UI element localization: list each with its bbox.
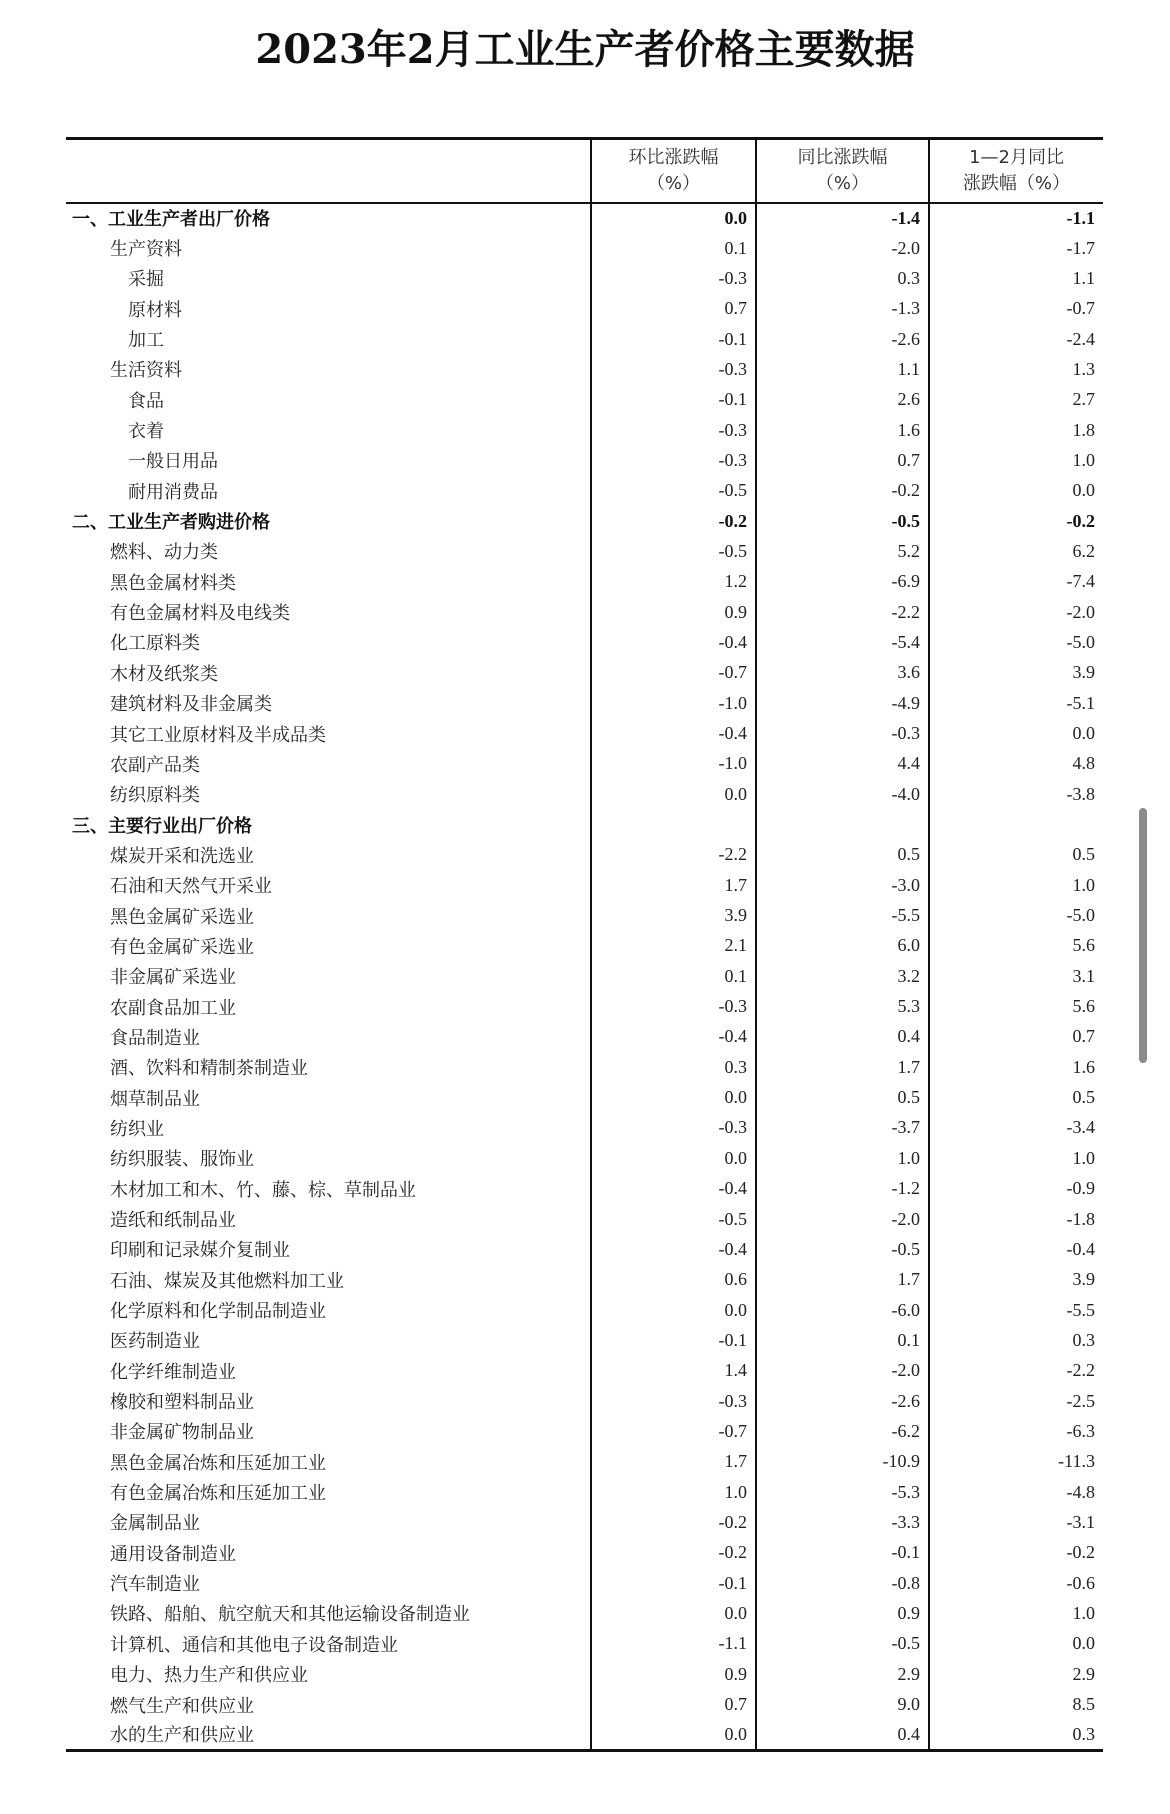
row-label: 黑色金属材料类 [110,572,236,594]
row-yoy-value: 3.6 [756,658,929,688]
price-data-table [66,137,1103,1752]
row-label: 石油和天然气开采业 [110,876,272,898]
row-ytd-value: 1.0 [929,445,1103,475]
row-ytd-value: 3.1 [929,961,1103,991]
table-row [66,1629,1103,1659]
header-yoy [756,139,929,203]
row-mom-value: 1.7 [591,870,756,900]
row-label: 三、主要行业出厂价格 [72,815,252,837]
row-mom-value [591,809,756,839]
row-ytd-value: -0.4 [929,1234,1103,1264]
row-yoy-value: 0.4 [756,1720,929,1750]
row-label: 二、工业生产者购进价格 [72,512,270,534]
row-label: 铁路、船舶、航空航天和其他运输设备制造业 [110,1604,470,1626]
row-label: 黑色金属矿采选业 [110,906,254,928]
row-label: 计算机、通信和其他电子设备制造业 [110,1634,398,1656]
row-mom-value: 0.0 [591,1295,756,1325]
row-yoy-value: 0.9 [756,1598,929,1628]
row-label: 食品 [128,390,164,412]
header-item-column [66,139,591,203]
row-label: 有色金属材料及电线类 [110,603,290,625]
table-row [66,294,1103,324]
row-mom-value: 0.9 [591,597,756,627]
row-yoy-value: -4.9 [756,688,929,718]
row-mom-value: -0.2 [591,1507,756,1537]
row-yoy-value: 3.2 [756,961,929,991]
row-label: 水的生产和供应业 [66,1720,591,1750]
row-mom-value: 1.0 [591,1477,756,1507]
row-mom-value: -0.2 [591,506,756,536]
table-row [66,506,1103,536]
row-label: 化学纤维制造业 [110,1361,236,1383]
row-ytd-value: -2.4 [929,324,1103,354]
table-row [66,779,1103,809]
table-row [66,536,1103,566]
row-mom-value: 1.2 [591,567,756,597]
vertical-scrollbar-thumb[interactable] [1139,808,1147,1063]
row-label: 一般日用品 [128,451,218,473]
row-mom-value: -2.2 [591,840,756,870]
table-row [66,688,1103,718]
row-label: 农副食品加工业 [110,997,236,1019]
table-row [66,1689,1103,1719]
table-row [66,233,1103,263]
table-row [66,597,1103,627]
table-row [66,1022,1103,1052]
row-mom-value: -0.5 [591,476,756,506]
row-mom-value: 0.0 [591,1143,756,1173]
row-mom-value: 0.0 [591,1598,756,1628]
row-yoy-value: -1.2 [756,1174,929,1204]
row-ytd-value: 0.7 [929,1022,1103,1052]
row-label: 有色金属冶炼和压延加工业 [110,1483,326,1505]
row-label: 酒、饮料和精制茶制造业 [110,1058,308,1080]
row-yoy-value: -0.5 [756,506,929,536]
table-row [66,1659,1103,1689]
row-ytd-value: -2.5 [929,1386,1103,1416]
row-label: 燃气生产和供应业 [110,1695,254,1717]
row-ytd-value: 2.7 [929,385,1103,415]
row-yoy-value: 2.9 [756,1659,929,1689]
row-ytd-value [929,809,1103,839]
table-row [66,658,1103,688]
table-row [66,1568,1103,1598]
table-row [66,749,1103,779]
row-label: 纺织业 [110,1118,164,1140]
row-label: 烟草制品业 [110,1088,200,1110]
table-row [66,1507,1103,1537]
row-mom-value: -1.0 [591,749,756,779]
row-ytd-value: -3.8 [929,779,1103,809]
row-yoy-value: -0.2 [756,476,929,506]
table-row [66,1598,1103,1628]
table-row [66,1325,1103,1355]
row-ytd-value: 0.3 [929,1325,1103,1355]
row-mom-value: -0.1 [591,1325,756,1355]
row-yoy-value: -5.3 [756,1477,929,1507]
row-label: 煤炭开采和洗选业 [110,845,254,867]
row-label: 纺织原料类 [110,785,200,807]
row-mom-value: -0.3 [591,1113,756,1143]
row-yoy-value: -0.1 [756,1538,929,1568]
row-label: 印刷和记录媒介复制业 [110,1240,290,1262]
row-ytd-value: 6.2 [929,536,1103,566]
header-mom-line1: 环比涨跌幅 [628,146,719,168]
row-yoy-value: 0.7 [756,445,929,475]
table-row [66,1113,1103,1143]
row-label: 农副产品类 [110,754,200,776]
row-ytd-value: -0.7 [929,294,1103,324]
table-row [66,1416,1103,1446]
row-yoy-value: -3.3 [756,1507,929,1537]
row-label: 衣着 [128,421,164,443]
row-mom-value: 3.9 [591,900,756,930]
row-yoy-value: -10.9 [756,1447,929,1477]
row-ytd-value: 3.9 [929,1265,1103,1295]
row-ytd-value: -6.3 [929,1416,1103,1446]
row-yoy-value: 0.1 [756,1325,929,1355]
row-mom-value: 1.7 [591,1447,756,1477]
row-mom-value: -0.4 [591,627,756,657]
row-yoy-value: -0.5 [756,1629,929,1659]
row-mom-value: -0.4 [591,718,756,748]
row-yoy-value [756,809,929,839]
row-mom-value: -0.1 [591,324,756,354]
row-mom-value: 2.1 [591,931,756,961]
table-row [66,354,1103,384]
row-ytd-value: 1.0 [929,1598,1103,1628]
row-ytd-value: -0.2 [929,1538,1103,1568]
row-label: 黑色金属冶炼和压延加工业 [110,1452,326,1474]
row-yoy-value: -0.5 [756,1234,929,1264]
row-yoy-value: -2.0 [756,1356,929,1386]
row-label: 木材加工和木、竹、藤、棕、草制品业 [110,1179,416,1201]
table-row [66,1174,1103,1204]
row-label: 一、工业生产者出厂价格 [72,209,270,231]
row-yoy-value: -2.2 [756,597,929,627]
header-ytd-line1: 1—2月同比 [969,146,1064,168]
row-mom-value: 0.0 [591,779,756,809]
row-mom-value: -1.1 [591,1629,756,1659]
row-mom-value: 1.4 [591,1356,756,1386]
row-ytd-value: -4.8 [929,1477,1103,1507]
row-ytd-value: 8.5 [929,1689,1103,1719]
row-mom-value: 0.3 [591,1052,756,1082]
table-row [66,809,1103,839]
row-ytd-value: 1.0 [929,870,1103,900]
row-yoy-value: -2.6 [756,1386,929,1416]
row-label: 木材及纸浆类 [110,663,218,685]
row-ytd-value: -0.2 [929,506,1103,536]
row-yoy-value: 5.2 [756,536,929,566]
header-yoy-line1: 同比涨跌幅 [797,146,888,168]
table-row [66,900,1103,930]
row-yoy-value: -1.3 [756,294,929,324]
row-mom-value: 0.1 [591,961,756,991]
row-yoy-value: 0.5 [756,840,929,870]
row-label: 纺织服装、服饰业 [110,1149,254,1171]
row-ytd-value: 3.9 [929,658,1103,688]
row-yoy-value: -5.5 [756,900,929,930]
row-ytd-value: 1.0 [929,1143,1103,1173]
row-ytd-value: -0.9 [929,1174,1103,1204]
row-mom-value: 0.7 [591,294,756,324]
row-ytd-value: 0.3 [929,1720,1103,1750]
header-mom [591,139,756,203]
row-ytd-value: -0.6 [929,1568,1103,1598]
row-yoy-value: 0.5 [756,1082,929,1112]
row-yoy-value: -3.0 [756,870,929,900]
header-ytd-line2: 涨跌幅（%） [962,172,1071,194]
row-label: 通用设备制造业 [110,1543,236,1565]
table-row [66,1356,1103,1386]
row-yoy-value: -0.3 [756,718,929,748]
row-label: 有色金属矿采选业 [110,936,254,958]
header-mom-line2: （%） [646,172,701,194]
row-mom-value: -0.7 [591,1416,756,1446]
row-label: 燃料、动力类 [110,542,218,564]
table-row [66,203,1103,233]
table-row [66,415,1103,445]
row-mom-value: 0.0 [591,1082,756,1112]
row-ytd-value: 0.5 [929,1082,1103,1112]
row-mom-value: -0.4 [591,1174,756,1204]
row-label: 橡胶和塑料制品业 [110,1392,254,1414]
table-row [66,870,1103,900]
table-row [66,445,1103,475]
row-yoy-value: -6.0 [756,1295,929,1325]
row-label: 生活资料 [110,360,182,382]
row-ytd-value: -2.2 [929,1356,1103,1386]
row-yoy-value: -4.0 [756,779,929,809]
table-row [66,718,1103,748]
row-yoy-value: 1.6 [756,415,929,445]
row-mom-value: -0.3 [591,263,756,293]
row-yoy-value: 6.0 [756,931,929,961]
row-ytd-value: -5.0 [929,900,1103,930]
table-row [66,1143,1103,1173]
row-label: 造纸和纸制品业 [110,1210,236,1232]
row-yoy-value: -3.7 [756,1113,929,1143]
row-mom-value: -0.2 [591,1538,756,1568]
row-ytd-value: 1.3 [929,354,1103,384]
row-ytd-value: 0.0 [929,476,1103,506]
table-row [66,840,1103,870]
table-row [66,567,1103,597]
row-mom-value: -0.4 [591,1022,756,1052]
table-row [66,1234,1103,1264]
table-row [66,1204,1103,1234]
row-mom-value: 0.0 [591,203,756,233]
table-row [66,627,1103,657]
table-row [66,385,1103,415]
row-mom-value: 0.1 [591,233,756,263]
row-yoy-value: 1.0 [756,1143,929,1173]
row-label: 生产资料 [110,239,182,261]
row-ytd-value: -3.4 [929,1113,1103,1143]
row-label: 加工 [128,330,164,352]
table-row [66,1538,1103,1568]
row-yoy-value: 0.3 [756,263,929,293]
row-yoy-value: -2.6 [756,324,929,354]
row-label: 其它工业原材料及半成品类 [110,724,326,746]
row-label: 耐用消费品 [128,481,218,503]
row-yoy-value: 4.4 [756,749,929,779]
row-label: 化工原料类 [110,633,200,655]
row-yoy-value: -5.4 [756,627,929,657]
row-ytd-value: 5.6 [929,931,1103,961]
row-mom-value: -0.4 [591,1234,756,1264]
row-ytd-value: -11.3 [929,1447,1103,1477]
row-label: 建筑材料及非金属类 [110,694,272,716]
row-mom-value: -0.1 [591,1568,756,1598]
row-mom-value: -0.3 [591,445,756,475]
row-ytd-value: 5.6 [929,991,1103,1021]
row-ytd-value: -2.0 [929,597,1103,627]
row-yoy-value: 9.0 [756,1689,929,1719]
row-mom-value: 0.6 [591,1265,756,1295]
row-yoy-value: 1.1 [756,354,929,384]
row-yoy-value: 1.7 [756,1265,929,1295]
table-row [66,931,1103,961]
table-row [66,961,1103,991]
row-label: 非金属矿采选业 [110,967,236,989]
table-row [66,324,1103,354]
row-mom-value: -0.1 [591,385,756,415]
table-row [66,991,1103,1021]
table-row [66,1477,1103,1507]
row-yoy-value: -6.2 [756,1416,929,1446]
table-row [66,263,1103,293]
row-mom-value: -0.3 [591,415,756,445]
table-row [66,1447,1103,1477]
row-ytd-value: 4.8 [929,749,1103,779]
table-row [66,1265,1103,1295]
row-ytd-value: 2.9 [929,1659,1103,1689]
row-ytd-value: 1.6 [929,1052,1103,1082]
row-yoy-value: -1.4 [756,203,929,233]
row-ytd-value: -5.0 [929,627,1103,657]
table-body [66,203,1103,1751]
row-yoy-value: -2.0 [756,1204,929,1234]
row-yoy-value: 5.3 [756,991,929,1021]
row-yoy-value: -2.0 [756,233,929,263]
row-ytd-value: 1.8 [929,415,1103,445]
row-yoy-value: 2.6 [756,385,929,415]
row-mom-value: -0.5 [591,1204,756,1234]
row-ytd-value: -1.1 [929,203,1103,233]
row-label: 食品制造业 [110,1027,200,1049]
row-yoy-value: -6.9 [756,567,929,597]
table-row [66,1295,1103,1325]
row-ytd-value: -5.1 [929,688,1103,718]
row-label: 金属制品业 [110,1513,200,1535]
row-mom-value: -1.0 [591,688,756,718]
table-header-row [66,139,1103,203]
row-label: 电力、热力生产和供应业 [110,1665,308,1687]
row-mom-value: 0.0 [591,1720,756,1750]
row-mom-value: -0.5 [591,536,756,566]
table-row [66,1082,1103,1112]
table-row [66,476,1103,506]
header-yoy-line2: （%） [815,172,870,194]
row-label: 汽车制造业 [110,1574,200,1596]
row-mom-value: -0.7 [591,658,756,688]
row-mom-value: -0.3 [591,991,756,1021]
row-mom-value: 0.7 [591,1689,756,1719]
row-label: 原材料 [128,299,182,321]
table-row [66,1386,1103,1416]
row-ytd-value: -7.4 [929,567,1103,597]
row-ytd-value: 0.0 [929,1629,1103,1659]
row-label: 采掘 [128,269,164,291]
row-ytd-value: -3.1 [929,1507,1103,1537]
row-ytd-value: -1.7 [929,233,1103,263]
row-mom-value: -0.3 [591,354,756,384]
row-label: 非金属矿物制品业 [110,1422,254,1444]
row-label: 石油、煤炭及其他燃料加工业 [110,1270,344,1292]
row-yoy-value: 0.4 [756,1022,929,1052]
row-ytd-value: -1.8 [929,1204,1103,1234]
table-row [66,1720,1103,1750]
row-mom-value: -0.3 [591,1386,756,1416]
page-title: 2023年2月工业生产者价格主要数据 [255,26,915,73]
row-yoy-value: -0.8 [756,1568,929,1598]
row-ytd-value: -5.5 [929,1295,1103,1325]
header-ytd [929,139,1103,203]
table-row [66,1052,1103,1082]
row-ytd-value: 1.1 [929,263,1103,293]
row-mom-value: 0.9 [591,1659,756,1689]
row-ytd-value: 0.5 [929,840,1103,870]
row-ytd-value: 0.0 [929,718,1103,748]
row-yoy-value: 1.7 [756,1052,929,1082]
row-label: 化学原料和化学制品制造业 [110,1301,326,1323]
row-label: 医药制造业 [110,1331,200,1353]
